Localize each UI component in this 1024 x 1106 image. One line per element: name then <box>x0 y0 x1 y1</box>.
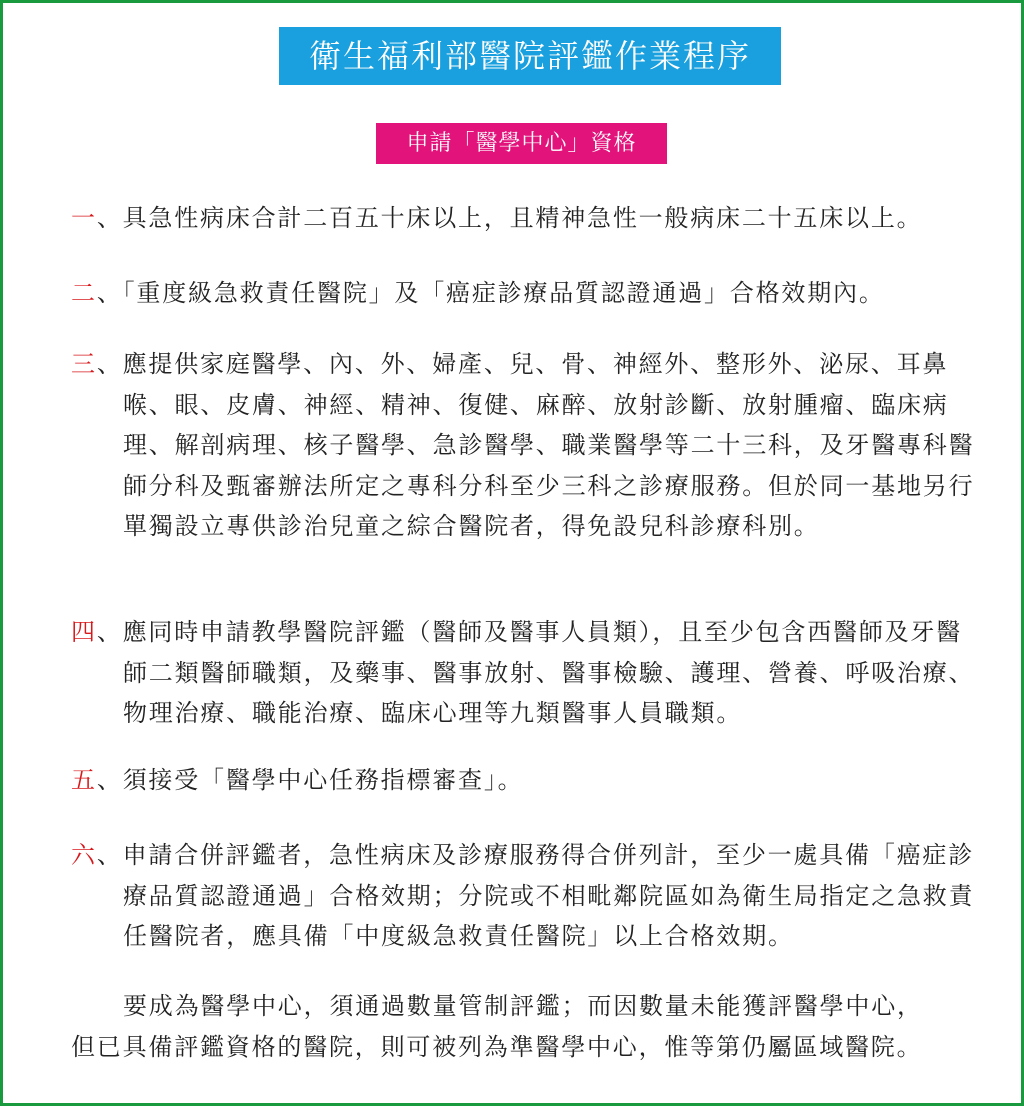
section-subtitle: 申請「醫學中心」資格 <box>376 123 667 164</box>
page-title: 衛生福利部醫院評鑑作業程序 <box>279 27 781 85</box>
item-separator: 、 <box>96 766 123 794</box>
item-separator: 、 <box>96 350 123 378</box>
closing-paragraph <box>71 986 981 1067</box>
item-text: 須接受「醫學中心任務指標審查」。 <box>122 766 524 794</box>
closing-line-2: 但已具備評鑑資格的醫院，則可被列為準醫學中心，惟等第仍屬區域醫院。 <box>71 1032 923 1061</box>
item-text: 具急性病床合計二百五十床以上，且精神急性一般病床二十五床以上。 <box>122 204 923 232</box>
item-separator: 、 <box>96 841 123 869</box>
item-text: 應同時申請教學醫院評鑑（醫師及醫事人員類），且至少包含西醫師及牙醫師二類醫師職類，及藥事、醫事放射、醫事檢驗、護理、營養、呼吸治療、物理治療、職能治療、臨床心理等九類醫事人員職類。 <box>122 618 975 727</box>
closing-line-1: 要成為醫學中心，須通過數量管制評鑑；而因數量未能獲評醫學中心， <box>123 992 923 1020</box>
item-number: 六 <box>71 841 97 869</box>
list-item-4 <box>71 612 981 734</box>
item-number: 三 <box>71 350 97 378</box>
item-number: 五 <box>71 766 97 794</box>
list-item-5 <box>71 760 981 801</box>
item-text: 應提供家庭醫學、內、外、婦產、兒、骨、神經外、整形外、泌尿、耳鼻喉、眼、皮膚、神經、精神、復健、麻醉、放射診斷、放射腫瘤、臨床病理、解剖病理、核子醫學、急診醫學、職業醫學等二十三科，及牙醫專科醫師分科及甄審辦法所定之專科分科至少三科之診療服務。但於同一基地另行單獨設立專供診治兒童之綜合醫院者，得免設兒科診療科別。 <box>122 350 975 540</box>
item-number: 四 <box>71 618 97 646</box>
list-item-3 <box>71 344 981 547</box>
list-item-1 <box>71 198 981 239</box>
item-separator: 、 <box>96 204 123 232</box>
item-separator: 、 <box>96 279 123 307</box>
item-number: 二 <box>71 279 97 307</box>
item-number: 一 <box>71 204 97 232</box>
item-text: 「重度級急救責任醫院」及「癌症診療品質認證通過」合格效期內。 <box>122 279 885 307</box>
item-separator: 、 <box>96 618 123 646</box>
list-item-2 <box>71 273 981 314</box>
item-text: 申請合併評鑑者，急性病床及診療服務得合併列計，至少一處具備「癌症診療品質認證通過」合格效期；分院或不相毗鄰院區如為衛生局指定之急救責任醫院者，應具備「中度級急救責任醫院」以上合格效期。 <box>122 841 975 950</box>
list-item-6 <box>71 835 981 957</box>
